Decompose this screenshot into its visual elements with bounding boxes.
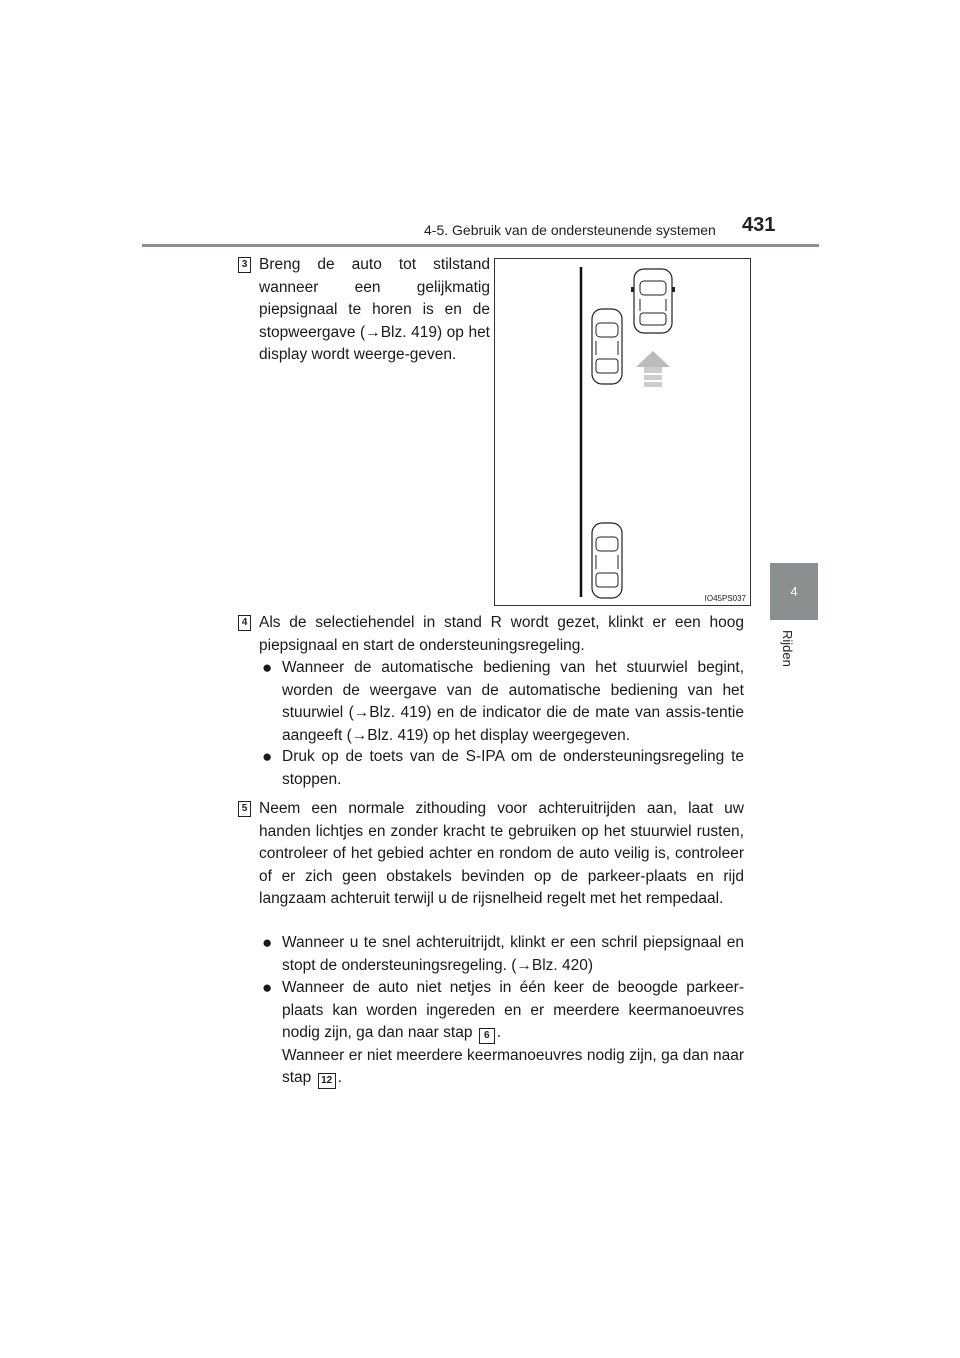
step-5-bullet-2-alt-period: .: [337, 1069, 342, 1086]
step-number-3: 3: [238, 257, 251, 273]
step-5-bullet-2-alt-text: Wanneer er niet meerdere keermanoeuvres nodig zijn, ga dan naar stap: [282, 1046, 744, 1086]
own-car: [631, 269, 675, 333]
direction-arrow: [636, 351, 670, 387]
chapter-tab: [770, 563, 818, 620]
step-5-bullet-2-text: Wanneer de auto niet netjes in één keer de beoogde parkeer-plaats kan worden ingereden en er meerdere keermanoeuvres nodig zijn, ga dan naar stap: [282, 979, 744, 1041]
page-number: 431: [742, 214, 776, 236]
step-reference-12: 12: [318, 1073, 336, 1089]
bullet-marker: ●: [262, 658, 273, 677]
step-5-bullet-1: Wanneer u te snel achteruitrijdt, klinkt er een schril piepsignaal en stopt de ondersteuningsregeling. (→Blz. 420): [282, 934, 744, 974]
step-5-text: Neem een normale zithouding voor achteruitrijden aan, laat uw handen lichtjes en zonder kracht te gebruiken op het stuurwiel rusten, controleer of het gebied achter en rondom de auto veilig is, controleer of er zich geen obstakels bevinden op de parkeer-plaats en rijd langzaam achteruit terwijl u de rijsnelheid regelt met het rempedaal.: [259, 800, 744, 907]
step-5-bullet-2: [282, 977, 744, 1090]
step-4-text: Als de selectiehendel in stand R wordt gezet, klinkt er een hoog piepsignaal en start de ondersteuningsregeling.: [259, 614, 744, 654]
bullet-marker: ●: [262, 933, 273, 952]
step-number-4: 4: [238, 615, 251, 631]
step-number-5: 5: [238, 801, 251, 817]
chapter-number: 4: [790, 584, 798, 599]
parked-car-front: [592, 309, 622, 384]
step-4-bullet-1: Wanneer de automatische bediening van het stuurwiel begint, worden de weergave van de automatische bediening van het stuurwiel (→Blz. 419) en de indicator die de mate van assis-tentie aangeeft (→Blz. 419) op het display weergegeven.: [282, 659, 744, 744]
bullet-marker: ●: [262, 747, 273, 766]
figure-code: IO45PS037: [704, 594, 746, 603]
chapter-label: Rijden: [780, 630, 795, 667]
parking-illustration: [494, 258, 751, 606]
parked-car-rear: [592, 523, 622, 598]
header-divider: [142, 244, 819, 247]
step-3-text: Breng de auto tot stilstand wanneer een gelijkmatig piepsignaal te horen is en de stopweergave (→Blz. 419) op het display wordt weerge-geven.: [259, 256, 490, 363]
bullet-marker: ●: [262, 978, 273, 997]
parking-diagram: [495, 259, 750, 605]
section-title: 4-5. Gebruik van de ondersteunende systemen: [424, 222, 716, 238]
step-reference-6: 6: [479, 1028, 495, 1044]
step-5-bullet-2-period: .: [496, 1024, 502, 1041]
step-4-bullet-2: Druk op de toets van de S-IPA om de ondersteuningsregeling te stoppen.: [282, 748, 744, 788]
